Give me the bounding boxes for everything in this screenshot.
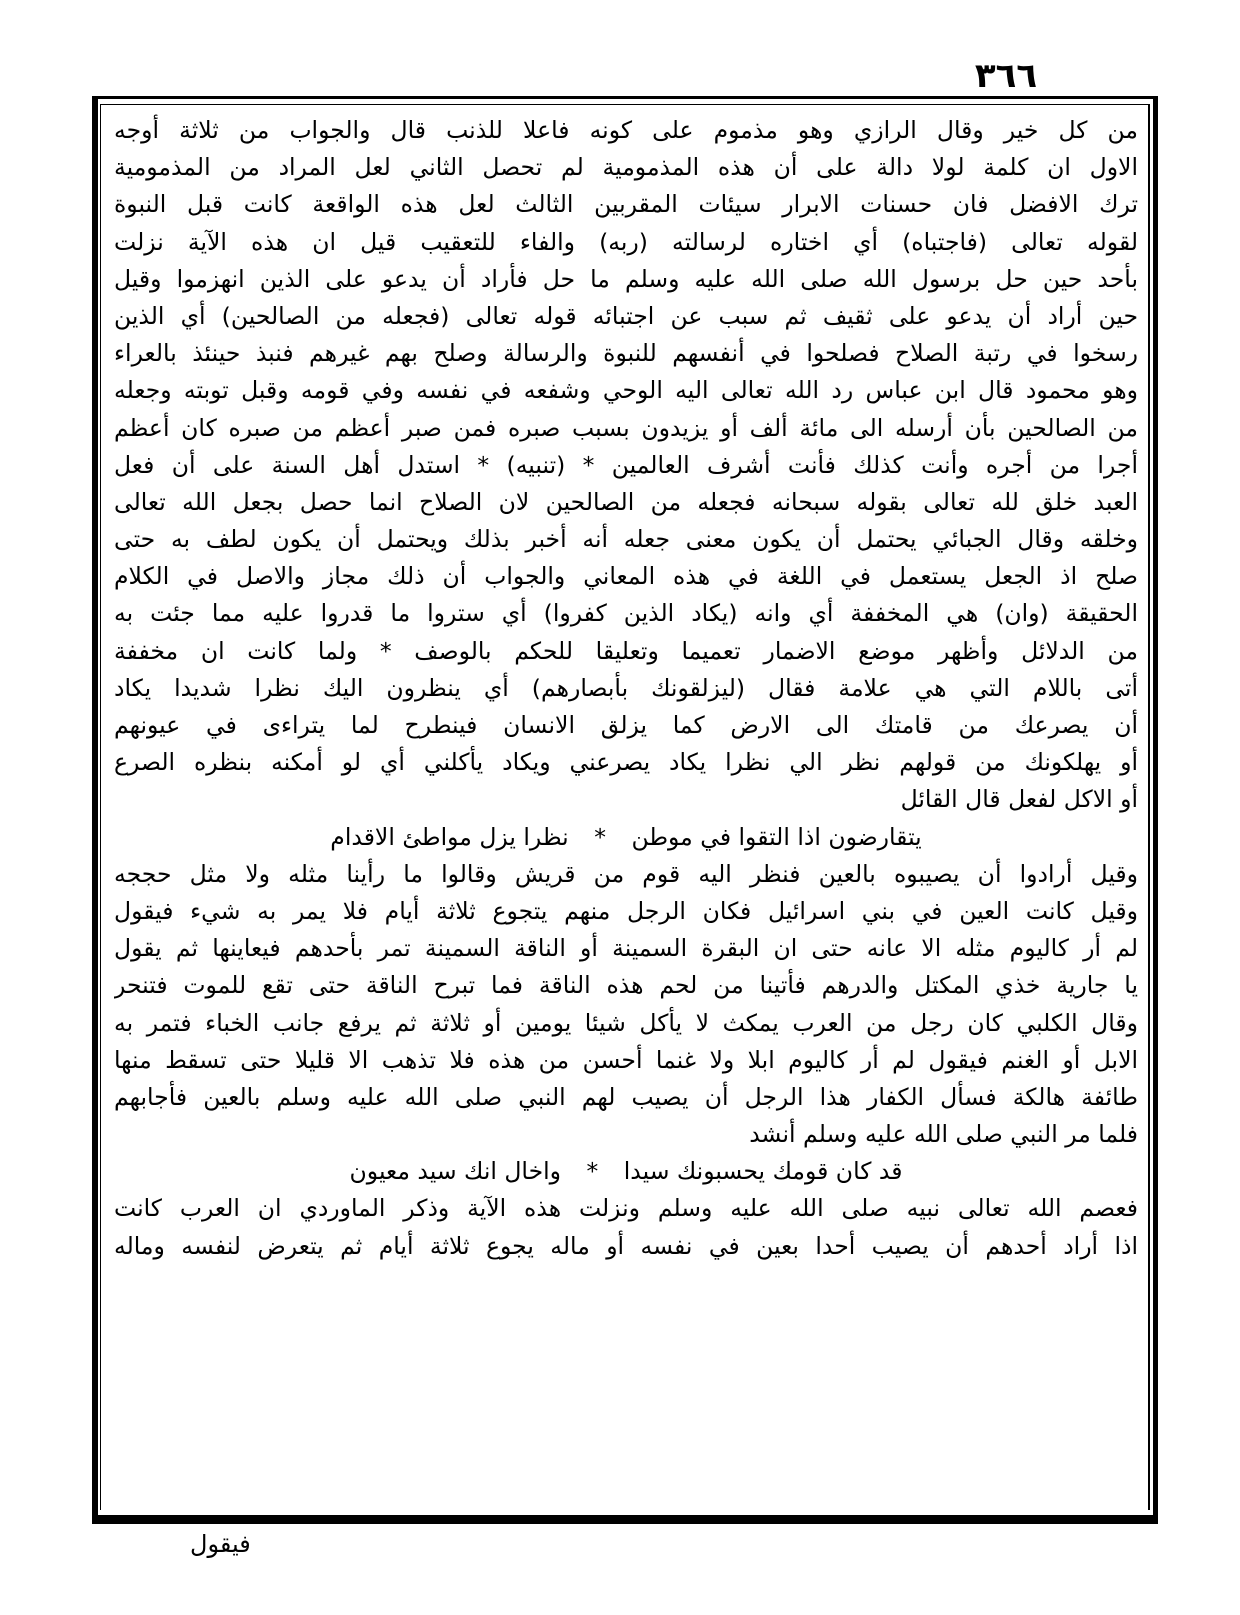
text-line: لم أر كاليوم مثله الا عانه حتى ان البقرة السمينة أو الناقة السمينة تمر بأحدهم فيعاينها ثم يقول [114,934,1138,963]
verse-separator: * [594,822,606,851]
text-line: لقوله تعالى (فاجتباه) أي اختاره لرسالته (ربه) والفاء للتعقيب قيل ان هذه الآية نزلت [114,227,1138,256]
verse-separator: * [586,1157,599,1186]
text-line: يا جارية خذي المكتل والدرهم فأتينا من لحم هذه الناقة فما تبرح الناقة حتى تقع للموت فتنحر [114,971,1138,1000]
verse-second-hemistich: نظرا يزل مواطئ الاقدام [330,822,569,851]
text-line: وقيل كانت العين في بني اسرائيل فكان الرجل منهم يتجوع ثلاثة أيام فلا يمر به شيء فيقول [114,896,1138,925]
text-line: ترك الافضل فان حسنات الابرار سيئات المقربين الثالث لعل هذه الواقعة كانت قبل النبوة [114,190,1138,219]
text-line: أو الاكل لفعل قال القائل [900,785,1138,814]
text-line: من الدلائل وأظهر موضع الاضمار تعميما وتعليقا للحكم بالوصف * ولما كانت ان مخففة [114,636,1138,665]
text-line: أجرا من أجره وأنت كذلك فأنت أشرف العالمين * (تنبيه) * استدل أهل السنة على أن فعل [114,450,1138,479]
text-line: رسخوا في رتبة الصلاح فصلحوا في أنفسهم للنبوة والرسالة وصلح بهم غيرهم فنبذ حينئذ بالعراء [114,339,1138,368]
text-line: وقال الكلبي كان رجل من العرب يمكث لا يأكل شيئا يومين أو ثلاثة ثم يرفع جانب الخباء فتمر به [114,1008,1138,1037]
text-line: حين أراد أن يدعو على ثقيف ثم سبب عن اجتبائه قوله تعالى (فجعله من الصالحين) أي الذين [114,301,1138,330]
text-line: الابل أو الغنم فيقول لم أر كاليوم ابلا ولا غنما أحسن من هذه فلا تذهب الا قليلا حتى تسقط منها [114,1045,1138,1074]
text-line: طائفة هالكة فسأل الكفار هذا الرجل أن يصيب لهم النبي صلى الله عليه وسلم بالعين فأجابهم [114,1082,1138,1111]
verse-second-hemistich: واخال انك سيد معيون [349,1157,562,1186]
text-line: العبد خلق لله تعالى بقوله سبحانه فجعله من الصالحين لان الصلاح انما حصل بجعل الله تعالى [114,487,1138,516]
text-line: صلح اذ الجعل يستعمل في اللغة في هذه المعاني والجواب أن ذلك مجاز والاصل في الكلام [114,562,1138,591]
text-line: وقيل أرادوا أن يصيبوه بالعين فنظر اليه قوم من قريش وقالوا ما رأينا مثله ولا مثل حججه [114,859,1138,888]
text-line: وهو محمود قال ابن عباس رد الله تعالى اليه الوحي وشفعه في نفسه وفي قومه وقبل توبته وجعله [114,376,1138,405]
text-line: أتى باللام التي هي علامة فقال (ليزلقونك بأبصارهم) أي ينظرون اليك نظرا شديدا يكاد [114,673,1138,702]
poetry-verse [114,819,1138,856]
verse-first-hemistich: يتقارضون اذا التقوا في موطن [631,822,922,851]
text-line: فعصم الله تعالى نبيه صلى الله عليه وسلم ونزلت هذه الآية وذكر الماوردي ان العرب كانت [114,1194,1138,1223]
text-line: اذا أراد أحدهم أن يصيب أحدا بعين في نفسه أو ماله يجوع ثلاثة أيام ثم يتعرض لنفسه وماله [114,1231,1138,1260]
text-line: بأحد حين حل برسول الله صلى الله عليه وسلم ما حل فأراد أن يدعو على الذين انهزموا وقيل [114,264,1138,293]
verse-first-hemistich: قد كان قومك يحسبونك سيدا [623,1157,903,1186]
text-line: الحقيقة (وان) هي المخففة أي وانه (يكاد الذين كفروا) أي ستروا ما قدروا عليه مما جئت به [114,599,1138,628]
poetry-verse [114,1153,1138,1190]
text-line: من الصالحين بأن أرسله الى مائة ألف أو يزيدون بسبب صبره فمن صبر أعظم من صبره كان أعظم [114,413,1138,442]
main-text [114,112,1138,1265]
text-line: فلما مر النبي صلى الله عليه وسلم أنشد [749,1120,1138,1149]
catchword: فيقول [190,1530,251,1558]
text-line: وخلقه وقال الجبائي يحتمل أن يكون معنى جعله أنه أخبر بذلك ويحتمل أن يكون لطف به حتى [114,525,1138,554]
text-line: أن يصرعك من قامتك الى الارض كما يزلق الانسان فينطرح لما يتراءى في عيونهم [114,711,1138,739]
text-line: من كل خير وقال الرازي وهو مذموم على كونه فاعلا للذنب قال والجواب من ثلاثة أوجه [114,116,1138,144]
page-number: ٣٦٦ [974,56,1038,96]
text-line: الاول ان كلمة لولا دالة على أن هذه المذمومية لم تحصل الثاني لعل المراد من المذمومية [114,153,1138,182]
text-line: أو يهلكونك من قولهم نظر الي نظرا يكاد يصرعني ويكاد يأكلني أي لو أمكنه بنظره الصرع [114,748,1138,777]
